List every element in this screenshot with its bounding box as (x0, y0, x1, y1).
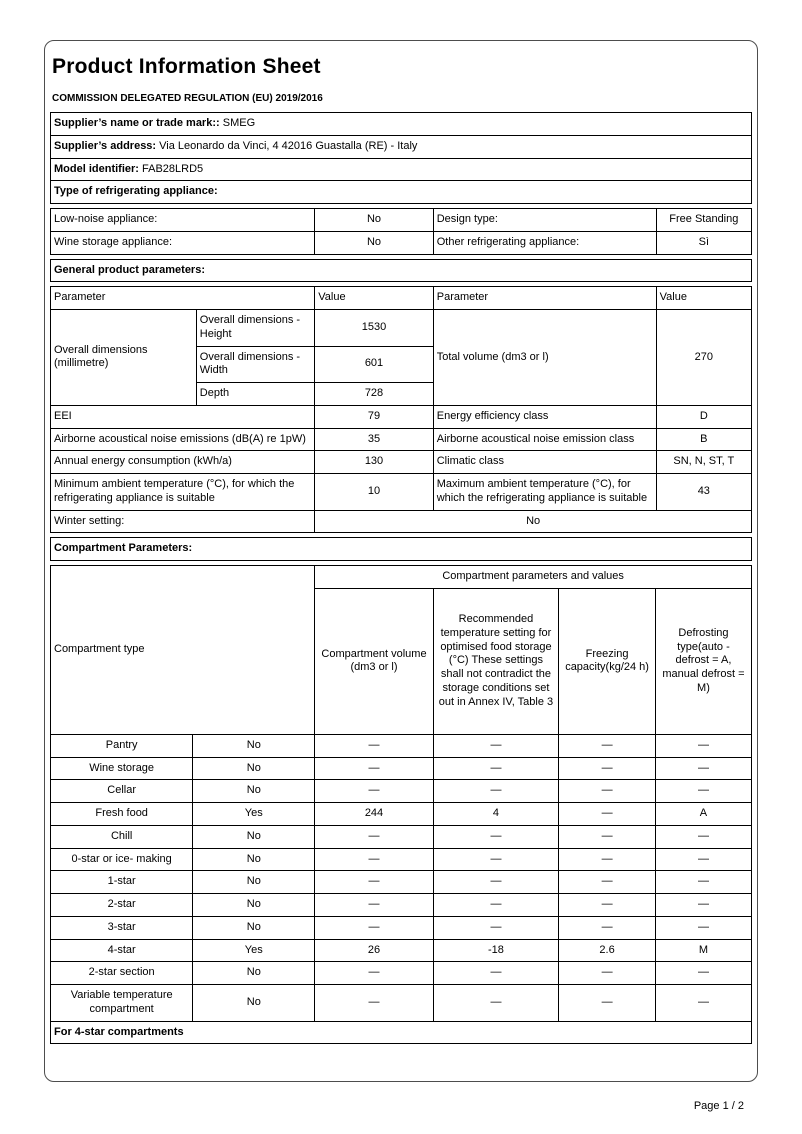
compartment-volume-cell: — (315, 985, 433, 1022)
compartment-row (51, 780, 752, 803)
type-label-cell: Wine storage appliance: (51, 231, 315, 254)
parameter-value-cell: 10 (315, 474, 433, 511)
compartment-name-cell: 4-star (51, 939, 193, 962)
compartment-freezing-cell: — (559, 757, 656, 780)
table-row (51, 566, 752, 589)
compartment-present-cell: No (193, 962, 315, 985)
four-star-footer: For 4-star compartments (51, 1021, 752, 1044)
regulation-subtitle: COMMISSION DELEGATED REGULATION (EU) 2019/2016 (52, 93, 323, 104)
page-number: Page 1 / 2 (693, 1100, 744, 1112)
column-header-parameter: Parameter (433, 287, 656, 310)
compartment-freezing-cell: — (559, 916, 656, 939)
compartment-defrost-cell: M (655, 939, 751, 962)
supplier-address-label: Supplier’s address: (54, 139, 157, 152)
compartment-temperature-cell: — (433, 780, 558, 803)
dimension-height-label: Overall dimensions - Height (196, 310, 314, 347)
compartment-name-cell: 2-star (51, 894, 193, 917)
compartment-row (51, 825, 752, 848)
compartment-volume-cell: 26 (315, 939, 433, 962)
product-information-sheet (44, 40, 758, 1082)
compartment-row (51, 916, 752, 939)
compartment-present-cell: No (193, 916, 315, 939)
winter-setting-label: Winter setting: (51, 510, 315, 533)
compartment-row (51, 848, 752, 871)
compartment-temperature-cell: — (433, 825, 558, 848)
compartment-present-cell: Yes (193, 803, 315, 826)
table-row (51, 1021, 752, 1044)
compartment-freezing-cell: — (559, 825, 656, 848)
parameter-label-cell: Airborne acoustical noise emissions (dB(A) re 1pW) (51, 428, 315, 451)
compartment-present-cell: No (193, 985, 315, 1022)
table-row (51, 428, 752, 451)
general-section-header-bar (50, 259, 752, 283)
parameter-label-cell: Airborne acoustical noise emission class (433, 428, 656, 451)
compartment-row (51, 894, 752, 917)
type-value-cell: Free Standing (656, 209, 751, 232)
compartment-row (51, 939, 752, 962)
compartment-defrost-cell: — (655, 871, 751, 894)
table-row (51, 451, 752, 474)
compartment-present-cell: No (193, 780, 315, 803)
column-header-volume: Compartment volume (dm3 or l) (315, 588, 433, 734)
table-row (51, 113, 752, 136)
compartment-row (51, 985, 752, 1022)
compartment-volume-cell: — (315, 916, 433, 939)
compartment-present-cell: No (193, 734, 315, 757)
compartment-present-cell: No (193, 894, 315, 917)
compartment-row (51, 962, 752, 985)
table-row (51, 209, 752, 232)
supplier-name-value: SMEG (222, 117, 256, 129)
supplier-name-label: Supplier’s name or trade mark:: (54, 117, 220, 129)
compartment-volume-cell: — (315, 871, 433, 894)
table-row (51, 538, 752, 561)
table-row (51, 474, 752, 511)
supplier-name-cell (51, 113, 752, 136)
compartment-name-cell: Pantry (51, 734, 193, 757)
compartment-defrost-cell: — (655, 825, 751, 848)
table-row (51, 405, 752, 428)
compartment-temperature-cell: — (433, 985, 558, 1022)
table-row (51, 231, 752, 254)
compartment-volume-cell: 244 (315, 803, 433, 826)
dimension-width-value: 601 (315, 346, 433, 383)
compartment-defrost-cell: — (655, 962, 751, 985)
parameter-value-cell: 43 (656, 474, 751, 511)
table-row (51, 287, 752, 310)
compartment-name-cell: 3-star (51, 916, 193, 939)
compartment-present-cell: No (193, 871, 315, 894)
compartment-freezing-cell: — (559, 962, 656, 985)
compartment-volume-cell: — (315, 962, 433, 985)
compartment-row (51, 757, 752, 780)
general-parameters-table (50, 286, 752, 533)
model-identifier-label: Model identifier: (54, 162, 139, 175)
compartment-temperature-cell: — (433, 962, 558, 985)
compartment-volume-cell: — (315, 780, 433, 803)
compartment-table-header (51, 566, 752, 735)
compartment-defrost-cell: — (655, 985, 751, 1022)
type-section-header: Type of refrigerating appliance: (51, 181, 752, 204)
compartment-name-cell: Fresh food (51, 803, 193, 826)
compartment-present-cell: No (193, 757, 315, 780)
table-row (51, 310, 752, 347)
compartment-freezing-cell: — (559, 985, 656, 1022)
supplier-address-value: Via Leonardo da Vinci, 4 42016 Guastalla (RE) - Italy (159, 139, 418, 152)
compartment-temperature-cell: — (433, 916, 558, 939)
compartment-volume-cell: — (315, 825, 433, 848)
model-identifier-value: FAB28LRD5 (142, 162, 204, 175)
compartment-temperature-cell: 4 (433, 803, 558, 826)
supplier-address-cell (51, 135, 752, 158)
appliance-type-table (50, 208, 752, 255)
parameter-label-cell: Maximum ambient temperature (°C), for which the refrigerating appliance is suitable (433, 474, 656, 511)
compartment-name-cell: Chill (51, 825, 193, 848)
type-label-cell: Design type: (433, 209, 656, 232)
parameter-label-cell: Energy efficiency class (433, 405, 656, 428)
column-header-defrost: Defrosting type(auto - defrost = A, manual defrost = M) (655, 588, 751, 734)
compartment-type-header: Compartment type (51, 566, 315, 735)
compartment-freezing-cell: — (559, 848, 656, 871)
table-row (51, 259, 752, 282)
compartment-defrost-cell: — (655, 916, 751, 939)
compartment-name-cell: Variable temperature compartment (51, 985, 193, 1022)
compartment-temperature-cell: — (433, 894, 558, 917)
compartment-section-header-bar (50, 537, 752, 561)
type-label-cell: Low-noise appliance: (51, 209, 315, 232)
parameter-value-cell: D (656, 405, 751, 428)
compartment-name-cell: 2-star section (51, 962, 193, 985)
compartment-parameters-table (50, 565, 752, 1044)
column-header-freezing: Freezing capacity(kg/24 h) (559, 588, 656, 734)
type-value-cell: No (315, 231, 433, 254)
table-row (51, 181, 752, 204)
type-value-cell: No (315, 209, 433, 232)
compartment-name-cell: 1-star (51, 871, 193, 894)
compartment-defrost-cell: A (655, 803, 751, 826)
type-label-cell: Other refrigerating appliance: (433, 231, 656, 254)
general-section-header: General product parameters: (51, 259, 752, 282)
table-row (51, 158, 752, 181)
compartment-temperature-cell: — (433, 848, 558, 871)
dimension-height-value: 1530 (315, 310, 433, 347)
column-header-value: Value (315, 287, 433, 310)
compartment-group-header: Compartment parameters and values (315, 566, 752, 589)
supplier-info-table (50, 112, 752, 204)
column-header-value: Value (656, 287, 751, 310)
compartment-row (51, 871, 752, 894)
compartment-freezing-cell: — (559, 894, 656, 917)
column-header-parameter: Parameter (51, 287, 315, 310)
dimension-width-label: Overall dimensions - Width (196, 346, 314, 383)
compartment-volume-cell: — (315, 848, 433, 871)
compartment-name-cell: Cellar (51, 780, 193, 803)
winter-setting-value: No (315, 510, 752, 533)
compartment-defrost-cell: — (655, 757, 751, 780)
table-row (51, 135, 752, 158)
compartment-temperature-cell: — (433, 757, 558, 780)
compartment-defrost-cell: — (655, 734, 751, 757)
compartment-rows (51, 734, 752, 1021)
model-identifier-cell (51, 158, 752, 181)
compartment-temperature-cell: — (433, 734, 558, 757)
parameter-value-cell: SN, N, ST, T (656, 451, 751, 474)
parameter-value-cell: 79 (315, 405, 433, 428)
compartment-row (51, 803, 752, 826)
parameter-label-cell: Climatic class (433, 451, 656, 474)
column-header-temperature: Recommended temperature setting for optimised food storage (°C) These settings shall not contradict the storage conditions set out in Annex IV, Table 3 (433, 588, 558, 734)
compartment-section-header: Compartment Parameters: (51, 538, 752, 561)
compartment-freezing-cell: 2.6 (559, 939, 656, 962)
compartment-temperature-cell: — (433, 871, 558, 894)
parameter-value-cell: 130 (315, 451, 433, 474)
compartment-volume-cell: — (315, 734, 433, 757)
total-volume-label: Total volume (dm3 or l) (433, 310, 656, 406)
parameter-value-cell: B (656, 428, 751, 451)
compartment-name-cell: 0-star or ice- making (51, 848, 193, 871)
compartment-row (51, 734, 752, 757)
parameter-value-cell: 35 (315, 428, 433, 451)
compartment-volume-cell: — (315, 757, 433, 780)
type-value-cell: Sì (656, 231, 751, 254)
compartment-temperature-cell: -18 (433, 939, 558, 962)
compartment-present-cell: No (193, 825, 315, 848)
parameter-label-cell: Minimum ambient temperature (°C), for which the refrigerating appliance is suitable (51, 474, 315, 511)
page-title: Product Information Sheet (52, 55, 321, 78)
compartment-freezing-cell: — (559, 871, 656, 894)
compartment-name-cell: Wine storage (51, 757, 193, 780)
total-volume-value: 270 (656, 310, 751, 406)
dimension-depth-value: 728 (315, 383, 433, 406)
compartment-present-cell: Yes (193, 939, 315, 962)
compartment-present-cell: No (193, 848, 315, 871)
dimensions-group-label: Overall dimensions (millimetre) (51, 310, 197, 406)
parameter-label-cell: Annual energy consumption (kWh/a) (51, 451, 315, 474)
compartment-defrost-cell: — (655, 780, 751, 803)
compartment-freezing-cell: — (559, 803, 656, 826)
table-row (51, 510, 752, 533)
compartment-defrost-cell: — (655, 848, 751, 871)
compartment-table-footer (51, 1021, 752, 1044)
compartment-freezing-cell: — (559, 780, 656, 803)
parameter-label-cell: EEI (51, 405, 315, 428)
compartment-volume-cell: — (315, 894, 433, 917)
compartment-freezing-cell: — (559, 734, 656, 757)
dimension-depth-label: Depth (196, 383, 314, 406)
compartment-defrost-cell: — (655, 894, 751, 917)
